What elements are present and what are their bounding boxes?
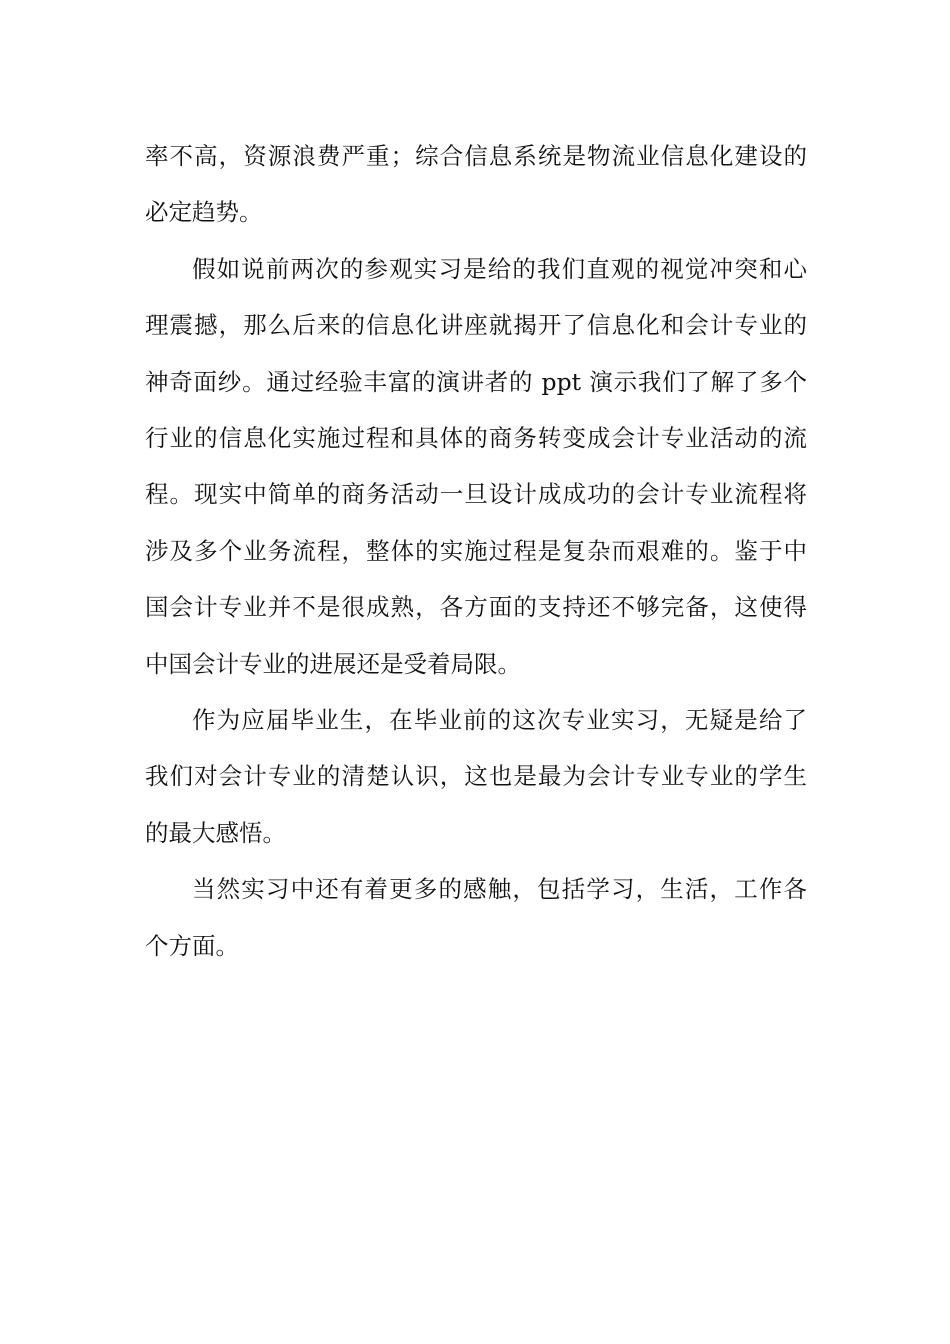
document-body [145, 128, 807, 974]
paragraph-1 [145, 128, 807, 241]
text-line: 国会计专业并不是很成熟，各方面的支持还不够完备，这使得 [145, 593, 807, 622]
paragraph-4 [145, 861, 807, 974]
text-line: 中国会计专业的进展还是受着局限。 [145, 649, 521, 678]
text-line: 率不高，资源浪费严重；综合信息系统是物流业信息化建设的 [145, 142, 807, 170]
text-line: 必定趋势。 [145, 198, 263, 227]
text-line: 涉及多个业务流程，整体的实施过程是复杂而艰难的。鉴于中 [145, 536, 807, 565]
text-line: 作为应届毕业生，在毕业前的这次专业实习，无疑是给了 [192, 706, 807, 735]
text-line: 我们对会计专业的清楚认识，这也是最为会计专业专业的学生 [145, 762, 807, 791]
text-line: 假如说前两次的参观实习是给的我们直观的视觉冲突和心 [192, 254, 807, 283]
paragraph-2 [145, 241, 807, 692]
text-line: 的最大感悟。 [145, 818, 286, 847]
text-line: 程。现实中简单的商务活动一旦设计成成功的会计专业流程将 [145, 480, 807, 509]
text-line: 行业的信息化实施过程和具体的商务转变成会计专业活动的流 [145, 424, 807, 453]
text-line: 神奇面纱。通过经验丰富的演讲者的 ppt 演示我们了解了多个 [145, 367, 807, 396]
text-line: 理震撼，那么后来的信息化讲座就揭开了信息化和会计专业的 [145, 311, 807, 340]
paragraph-3 [145, 692, 807, 861]
text-line: 当然实习中还有着更多的感触，包括学习，生活，工作各 [192, 875, 807, 904]
text-line: 个方面。 [145, 931, 239, 960]
